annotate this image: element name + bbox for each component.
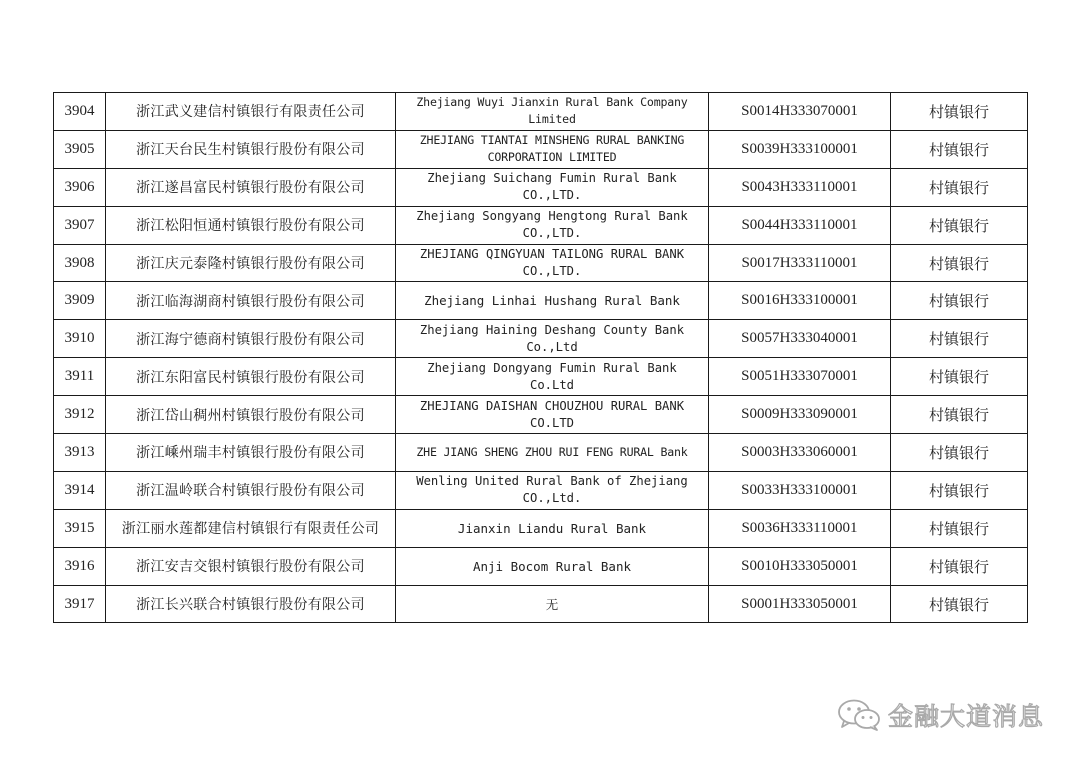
english-name-line: Wenling United Rural Bank of Zhejiang	[416, 474, 688, 489]
institution-type-cell: 村镇银行	[891, 168, 1028, 206]
row-number-cell: 3912	[54, 396, 106, 434]
row-number-cell: 3909	[54, 282, 106, 320]
institution-type-cell: 村镇银行	[891, 358, 1028, 396]
watermark-text: 金融大道消息	[887, 702, 1044, 731]
english-name-line: Co.,Ltd	[526, 339, 578, 354]
chinese-name-cell: 浙江丽水莲都建信村镇银行有限责任公司	[106, 509, 396, 547]
table-row	[54, 396, 1028, 434]
row-number-cell: 3910	[54, 320, 106, 358]
institution-code-cell: S0036H333110001	[709, 509, 891, 547]
row-number-cell: 3906	[54, 168, 106, 206]
institution-code-cell: S0010H333050001	[709, 547, 891, 585]
english-name-cell	[396, 282, 709, 320]
english-name-line: ZHEJIANG TIANTAI MINSHENG RURAL BANKING	[419, 133, 685, 148]
table-row	[54, 168, 1028, 206]
institution-code-cell: S0014H333070001	[709, 93, 891, 131]
institution-type-cell: 村镇银行	[891, 396, 1028, 434]
english-name-line: CO.,Ltd.	[522, 491, 582, 506]
english-name-line: Zhejiang Linhai Hushang Rural Bank	[424, 293, 680, 309]
institution-type-cell: 村镇银行	[891, 547, 1028, 585]
table-row	[54, 282, 1028, 320]
row-number-cell: 3916	[54, 547, 106, 585]
institution-type-cell: 村镇银行	[891, 244, 1028, 282]
institution-type-cell: 村镇银行	[891, 130, 1028, 168]
table-row	[54, 358, 1028, 396]
english-name-cell	[396, 130, 709, 168]
english-name-line: Limited	[528, 112, 576, 127]
institution-type-cell: 村镇银行	[891, 206, 1028, 244]
english-name-line: Anji Bocom Rural Bank	[472, 558, 632, 574]
english-name-cell	[396, 93, 709, 131]
english-name-cell	[396, 320, 709, 358]
row-number-cell: 3904	[54, 93, 106, 131]
institution-code-cell: S0003H333060001	[709, 434, 891, 472]
english-name-line: Co.Ltd	[529, 377, 575, 392]
english-name-cell	[396, 585, 709, 623]
table-row	[54, 547, 1028, 585]
institution-code-cell: S0057H333040001	[709, 320, 891, 358]
table-row	[54, 585, 1028, 623]
institution-type-cell: 村镇银行	[891, 509, 1028, 547]
institution-code-cell: S0039H333100001	[709, 130, 891, 168]
chinese-name-cell: 浙江嵊州瑞丰村镇银行股份有限公司	[106, 434, 396, 472]
row-number-cell: 3913	[54, 434, 106, 472]
chinese-name-cell: 浙江遂昌富民村镇银行股份有限公司	[106, 168, 396, 206]
english-name-line: Zhejiang Songyang Hengtong Rural Bank	[416, 209, 688, 224]
row-number-cell: 3911	[54, 358, 106, 396]
english-name-line: CO.,LTD.	[522, 226, 582, 241]
english-name-cell	[396, 244, 709, 282]
institution-type-cell: 村镇银行	[891, 282, 1028, 320]
institution-type-cell: 村镇银行	[891, 471, 1028, 509]
english-name-line: Zhejiang Wuyi Jianxin Rural Bank Company	[416, 95, 688, 110]
institution-type-cell: 村镇银行	[891, 93, 1028, 131]
table-row	[54, 509, 1028, 547]
row-number-cell: 3914	[54, 471, 106, 509]
table-row	[54, 130, 1028, 168]
english-name-cell	[396, 471, 709, 509]
chinese-name-cell: 浙江天台民生村镇银行股份有限公司	[106, 130, 396, 168]
chinese-name-cell: 浙江海宁德商村镇银行股份有限公司	[106, 320, 396, 358]
english-name-line: Zhejiang Suichang Fumin Rural Bank	[427, 171, 677, 186]
institution-type-cell: 村镇银行	[891, 585, 1028, 623]
institution-code-cell: S0043H333110001	[709, 168, 891, 206]
institution-code-cell: S0044H333110001	[709, 206, 891, 244]
english-name-line: 无	[545, 596, 559, 612]
english-name-cell	[396, 206, 709, 244]
english-name-line: Zhejiang Haining Deshang County Bank	[419, 322, 685, 337]
english-name-line: Jianxin Liandu Rural Bank	[457, 520, 647, 536]
bank-list-table	[53, 92, 1028, 623]
table-row	[54, 244, 1028, 282]
english-name-cell	[396, 396, 709, 434]
watermark	[836, 697, 1044, 733]
chinese-name-cell: 浙江温岭联合村镇银行股份有限公司	[106, 471, 396, 509]
english-name-line: ZHEJIANG DAISHAN CHOUZHOU RURAL BANK	[419, 398, 685, 413]
institution-code-cell: S0017H333110001	[709, 244, 891, 282]
chinese-name-cell: 浙江岱山稠州村镇银行股份有限公司	[106, 396, 396, 434]
row-number-cell: 3917	[54, 585, 106, 623]
english-name-cell	[396, 434, 709, 472]
english-name-line: ZHE JIANG SHENG ZHOU RUI FENG RURAL Bank	[416, 444, 688, 459]
institution-code-cell: S0016H333100001	[709, 282, 891, 320]
table-row	[54, 471, 1028, 509]
wechat-icon	[836, 698, 882, 732]
institution-code-cell: S0033H333100001	[709, 471, 891, 509]
english-name-cell	[396, 509, 709, 547]
row-number-cell: 3907	[54, 206, 106, 244]
chinese-name-cell: 浙江东阳富民村镇银行股份有限公司	[106, 358, 396, 396]
table-row	[54, 93, 1028, 131]
chinese-name-cell: 浙江安吉交银村镇银行股份有限公司	[106, 547, 396, 585]
row-number-cell: 3908	[54, 244, 106, 282]
institution-code-cell: S0051H333070001	[709, 358, 891, 396]
english-name-cell	[396, 168, 709, 206]
row-number-cell: 3905	[54, 130, 106, 168]
chinese-name-cell: 浙江庆元泰隆村镇银行股份有限公司	[106, 244, 396, 282]
institution-code-cell: S0001H333050001	[709, 585, 891, 623]
english-name-line: ZHEJIANG QINGYUAN TAILONG RURAL BANK	[419, 247, 685, 261]
chinese-name-cell: 浙江武义建信村镇银行有限责任公司	[106, 93, 396, 131]
table-row	[54, 206, 1028, 244]
english-name-line: CORPORATION LIMITED	[487, 150, 617, 165]
english-name-line: CO.LTD	[529, 415, 575, 430]
institution-type-cell: 村镇银行	[891, 434, 1028, 472]
english-name-line: Zhejiang Dongyang Fumin Rural Bank	[427, 360, 677, 375]
table-row	[54, 434, 1028, 472]
row-number-cell: 3915	[54, 509, 106, 547]
chinese-name-cell: 浙江长兴联合村镇银行股份有限公司	[106, 585, 396, 623]
table-body	[54, 93, 1028, 623]
chinese-name-cell: 浙江松阳恒通村镇银行股份有限公司	[106, 206, 396, 244]
english-name-cell	[396, 358, 709, 396]
english-name-line: CO.,LTD.	[522, 264, 582, 278]
table-row	[54, 320, 1028, 358]
institution-type-cell: 村镇银行	[891, 320, 1028, 358]
english-name-cell	[396, 547, 709, 585]
chinese-name-cell: 浙江临海湖商村镇银行股份有限公司	[106, 282, 396, 320]
institution-code-cell: S0009H333090001	[709, 396, 891, 434]
english-name-line: CO.,LTD.	[522, 188, 582, 203]
